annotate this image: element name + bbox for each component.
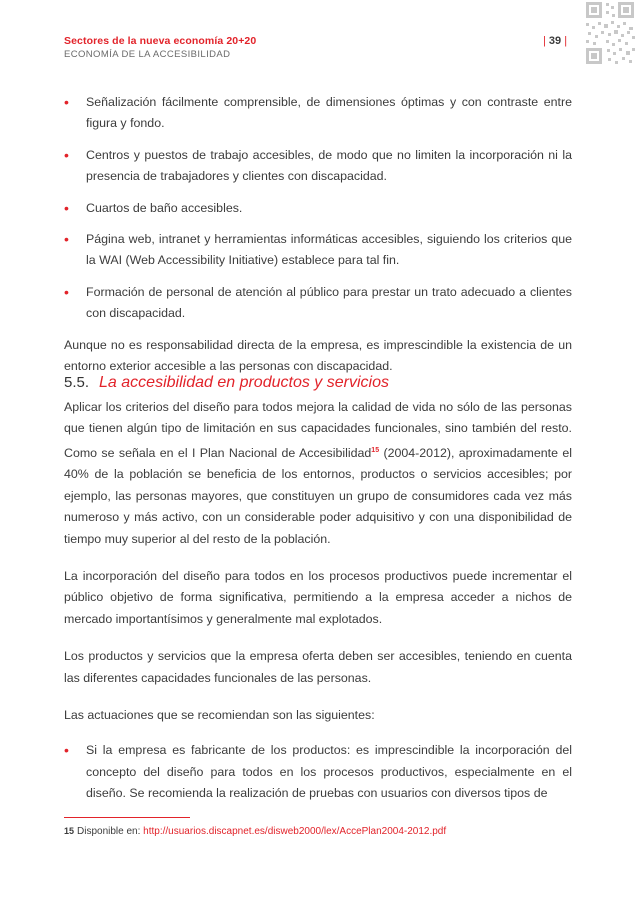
list-item	[64, 145, 572, 188]
paragraph-4: Las actuaciones que se recomiendan son las siguientes:	[64, 708, 375, 722]
page-number: 39	[548, 35, 562, 47]
list-item	[64, 229, 572, 272]
list-item-text: Si la empresa es fabricante de los productos: es imprescindible la incorporación del concepto del diseño para todos en los procesos productivos, especialmente en el diseño. Se recomienda la realización de pruebas con usuarios con diversos tipos de	[86, 743, 572, 801]
paragraph-2: La incorporación del diseño para todos en los procesos productivos puede incrementar el público objetivo de forma significativa, permitiendo a la empresa acceder a nichos de mercado importantísimos y generalmente mal explotados.	[64, 568, 572, 626]
paragraph-1-text-a: Aplicar los criterios del diseño para todos mejora la calidad de vida no sólo de las personas que tienen algún tipo de limitación en sus capacidades funcionales, sino también del resto. Como se señala en el I Plan Nacional de Accesibilidad	[64, 400, 572, 460]
paragraph-1-text-b: (2004-2012), aproximadamente el 40% de la población se beneficia de los entornos, productos o servicios accesibles; por ejemplo, las personas mayores, que constituyen un grupo de consumidores cada vez más numeroso y más activo, con un considerable poder adquisitivo y con una disponibilidad de tiempo muy superior al del resto de la población.	[64, 445, 572, 546]
footnote-number: 15	[64, 826, 75, 836]
list-item-text: Formación de personal de atención al público para prestar un trato adecuado a clientes con discapacidad.	[86, 284, 572, 321]
bullet-icon: •	[64, 231, 69, 248]
footnote-label: Disponible en:	[77, 826, 144, 837]
paragraph-3: Los productos y servicios que la empresa oferta deben ser accesibles, teniendo en cuenta las diferentes capacidades funcionales de las personas.	[64, 649, 572, 685]
list-item	[64, 92, 572, 135]
footnote-ref: 15	[371, 446, 380, 454]
section-title: La accesibilidad en productos y servicios	[99, 374, 389, 391]
page-number-block	[533, 35, 577, 47]
list-item-text: Centros y puestos de trabajo accesibles, de modo que no limiten la incorporación ni la presencia de trabajadores y clientes con discapacidad.	[86, 147, 572, 184]
list-item-text: Página web, intranet y herramientas informáticas accesibles, siguiendo los criterios que la WAI (Web Accessibility Initiative) establece para tal fin.	[86, 232, 572, 268]
paragraph-1	[64, 397, 572, 550]
page-bar-right: |	[564, 35, 568, 47]
footnote-divider	[64, 817, 190, 818]
list-item	[64, 740, 572, 804]
bullet-icon: •	[64, 146, 69, 163]
qr-code-icon	[582, 0, 638, 70]
list-item	[64, 282, 572, 325]
list-item	[64, 198, 572, 219]
section-body	[64, 397, 572, 815]
bullet-icon: •	[64, 94, 69, 110]
bullet-icon: •	[64, 742, 69, 759]
bullet-icon: •	[64, 283, 69, 300]
bottom-bullet-list	[64, 740, 572, 804]
footnote-link[interactable]: http://usuarios.discapnet.es/disweb2000/lex/AccePlan2004-2012.pdf	[143, 826, 447, 837]
top-bullet-list	[64, 92, 572, 325]
series-title: Sectores de la nueva economía 20+20	[64, 35, 257, 47]
footnote	[64, 826, 584, 837]
section-heading	[64, 374, 389, 392]
list-item-text: Cuartos de baño accesibles.	[86, 200, 243, 215]
paragraph-responsabilidad: Aunque no es responsabilidad directa de la empresa, es imprescindible la existencia de un entorno exterior accesible a las personas con discapacidad.	[64, 337, 572, 374]
section-number: 5.5.	[64, 374, 90, 391]
list-item-text: Señalización fácilmente comprensible, de dimensiones óptimas y con contraste entre figura y fondo.	[86, 95, 572, 131]
top-bullet-section	[64, 92, 572, 377]
page-bar-left: |	[542, 35, 546, 47]
document-subtitle: ECONOMÍA DE LA ACCESIBILIDAD	[64, 49, 231, 60]
bullet-icon: •	[64, 199, 69, 216]
